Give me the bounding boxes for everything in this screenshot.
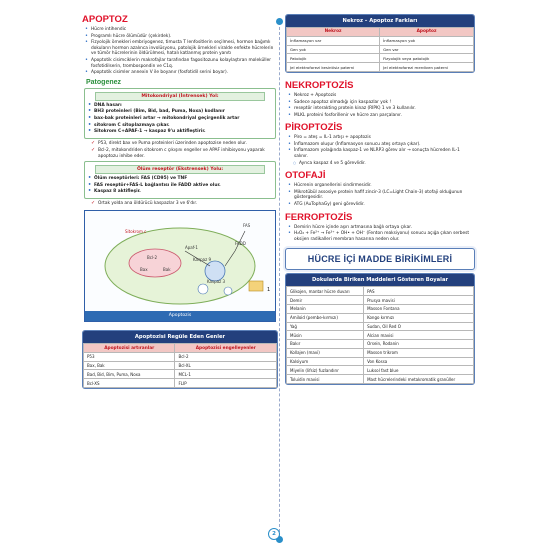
table-row bbox=[287, 331, 474, 340]
table-cell: Bcl-2 bbox=[175, 352, 277, 361]
extrinsic-title: Ölüm reseptör (Ekstrensek) Yolu: bbox=[95, 165, 265, 174]
column-divider bbox=[279, 22, 280, 542]
list-item: • Kaspaz 8 aktifleşir. bbox=[85, 189, 275, 195]
patogenez-title: Patogenez bbox=[86, 78, 122, 86]
table-cell: Melanin bbox=[287, 304, 364, 313]
table-cell: Jel elektroforezi merdiven paterni bbox=[380, 63, 474, 72]
table-row bbox=[84, 379, 277, 388]
table-cell: Bad, Bid, Bim, Puma, Noxa bbox=[84, 370, 175, 379]
list-item: • Fizyolojik örnekleri embriyogenez, timusta T lenfositlerin seçilmesi, hormon bağımlı dokuların hormon azalınca involüsyonu, patolojik örnekleri viralde enfekte hücrelerin ve tümör hücrelerinin öldürülmesi, hatalı katlanmış protein yanıtı bbox=[82, 40, 278, 57]
table-cell: Kalsiyum bbox=[287, 357, 364, 366]
list-item: • Ölüm reseptörleri: FAS (CD95) ve TNF bbox=[85, 176, 275, 182]
list-item: • reseptör interakting protein kinaz (RIPK) 1 ve 3 kullanılır. bbox=[285, 106, 475, 112]
right-column bbox=[285, 14, 475, 385]
table-cell: PAS bbox=[364, 287, 474, 296]
regulator-table-title: Apoptozisi Regüle Eden Genler bbox=[83, 331, 277, 343]
intrinsic-pathway-box bbox=[84, 88, 276, 139]
table-cell: Kongo kırmızı bbox=[364, 313, 474, 322]
table-cell: P53 bbox=[84, 352, 175, 361]
list-item: • MLKL proteini fosforillenir ve hücre zarı parçalanır. bbox=[285, 113, 475, 119]
table-row bbox=[84, 361, 277, 370]
table-row bbox=[287, 375, 474, 384]
table-cell: Toluidin mavisi bbox=[287, 375, 364, 384]
table-header: Apoptoz bbox=[380, 28, 474, 37]
table-row bbox=[287, 348, 474, 357]
regulator-genes-table bbox=[82, 330, 278, 389]
table-cell: Von Kossa bbox=[364, 357, 474, 366]
table-cell: Demir bbox=[287, 296, 364, 305]
table-cell: Miyelin (lifsiz) fuzlandırır bbox=[287, 366, 364, 375]
intrinsic-title: Mitokondriyal (İntrensek) Yol: bbox=[95, 92, 265, 101]
table-cell: Gen yok bbox=[287, 45, 380, 54]
list-item: • Hücrenin organellerini sindirmesidir. bbox=[285, 183, 475, 189]
table-cell: Masson Fontana bbox=[364, 304, 474, 313]
extrinsic-pathway-box bbox=[84, 161, 276, 199]
table-cell: Masson trikrom bbox=[364, 348, 474, 357]
list-item: • Hücre intihendic bbox=[82, 27, 278, 33]
page-number: 2 bbox=[268, 528, 280, 540]
note-bcl2: ✓ Bcl-2, mitokondriden sitokrom c çıkışını engeller ve APAF inhibisyonu yaparak apoptozu inhibe eder. bbox=[82, 148, 278, 159]
note-p53: ✓ P53, direkt bax ve Puma proteinleri üzerinden apoptozise neden olur. bbox=[82, 141, 278, 146]
stains-table bbox=[285, 273, 475, 385]
table-cell: Prusya mavisi bbox=[364, 296, 474, 305]
list-item: • bax-bak proteinleri artar → mitokondriyal geçirgenlik artar bbox=[85, 116, 275, 122]
nekroz-table-title: Nekroz – Apoptoz Farkları bbox=[286, 15, 474, 27]
figure-label: Sitokrom c bbox=[125, 229, 147, 235]
table-cell: Bakır bbox=[287, 340, 364, 349]
apoptoz-title: APOPTOZ bbox=[82, 14, 128, 25]
figure-label: Bak bbox=[163, 267, 171, 273]
table-cell: Müsin bbox=[287, 331, 364, 340]
table-row bbox=[287, 296, 474, 305]
table-row bbox=[287, 304, 474, 313]
section-banner bbox=[285, 248, 475, 270]
apoptoz-bullets bbox=[82, 27, 278, 76]
otofaji-title: OTOFAJİ bbox=[285, 170, 326, 182]
ferroptozis-title: FERROPTOZİS bbox=[285, 211, 353, 223]
nekroptozis-title: NEKROPTOZİS bbox=[285, 79, 354, 91]
table-row bbox=[287, 340, 474, 349]
table-row bbox=[287, 357, 474, 366]
table-row bbox=[287, 313, 474, 322]
table-cell: Sudan, Oil Red O bbox=[364, 322, 474, 331]
figure-label: Kaspaz 9 bbox=[193, 257, 211, 263]
left-column bbox=[82, 14, 278, 389]
list-item: • İnflamazom yolağında kaspaz-1 ve NLRP3 görev alır → sonuçta hücreden IL-1 salınır. bbox=[285, 148, 475, 159]
table-row bbox=[287, 36, 474, 45]
figure-label: Bax bbox=[140, 267, 148, 273]
note-ortak-yol: ✓ Ortak yolda ana öldürücü kaspazlar 3 ve 6'dır. bbox=[82, 201, 278, 206]
apoptosis-figure bbox=[84, 210, 276, 322]
list-item: • Sitokrom C+APAF-1 → kaspaz 9'u aktifleştirir. bbox=[85, 129, 275, 135]
table-cell: Patolojik bbox=[287, 54, 380, 63]
list-item: • Apoptotik cisimler annexin V ile boyanır (fosfotidil serini boyar). bbox=[82, 70, 278, 76]
list-item: • H₂O₂ + Fe²⁺ → Fe³⁺ + OH• + OH⁻ (Fenton reaksiyonu) sonucu açığa çıkan serbest oksijen radikalleri membran hasarına neden olur. bbox=[285, 231, 475, 242]
table-header: Apoptozisi artıranlar bbox=[84, 344, 175, 353]
table-cell: Gen var bbox=[380, 45, 474, 54]
table-cell: Fizyolojik veya patolojik bbox=[380, 54, 474, 63]
table-cell: Alcian mavisi bbox=[364, 331, 474, 340]
table-cell: Yağ bbox=[287, 322, 364, 331]
list-item: ○ Ayrıca kaspaz 4 ve 5 görevlidir. bbox=[285, 161, 475, 167]
list-item: • Programlı hücre ölümüdür (çekirdek). bbox=[82, 34, 278, 40]
nekroz-apoptoz-table bbox=[285, 14, 475, 73]
table-cell: Bcl-XL bbox=[175, 361, 277, 370]
figure-label: FAS bbox=[243, 223, 251, 229]
table-cell: Glikojen, mantar hücre duvarı bbox=[287, 287, 364, 296]
table-cell: FLIP bbox=[175, 379, 277, 388]
list-item: • Sadece apoptoz olmadığı için kaspazlar yok ! bbox=[285, 100, 475, 106]
figure-label: Kaspaz 3 bbox=[207, 279, 225, 285]
table-cell: Kollajen (mavi) bbox=[287, 348, 364, 357]
table-row bbox=[287, 45, 474, 54]
piroptozis-title: PİROPTOZİS bbox=[285, 122, 343, 134]
table-row bbox=[287, 366, 474, 375]
list-item: • sitokrom C sitoplazmaya çıkar. bbox=[85, 123, 275, 129]
table-cell: İnflamasyon var bbox=[287, 36, 380, 45]
table-row bbox=[287, 54, 474, 63]
list-item: • FAS reseptör+FAS-L bağlantısı ile FADD aktive olur. bbox=[85, 183, 275, 189]
table-row bbox=[287, 287, 474, 296]
stains-table-title: Dokularda Biriken Maddeleri Gösteren Boyalar bbox=[286, 274, 474, 286]
list-item: • Mikrotübül assosiye protein hafif zincir-3 (LC=Light Chain-3) otofaji olduğunun göstergesidir. bbox=[285, 190, 475, 201]
list-item: • DNA hasarı bbox=[85, 103, 275, 109]
list-item: • Nekroz + Apoptozis bbox=[285, 93, 475, 99]
table-header: Apoptozisi engelleyenler bbox=[175, 344, 277, 353]
figure-label: FADD bbox=[235, 241, 246, 247]
table-header: Nekroz bbox=[287, 28, 380, 37]
table-row bbox=[84, 370, 277, 379]
table-cell: Orsein, Rodanin bbox=[364, 340, 474, 349]
figure-label: 1 bbox=[267, 287, 271, 294]
list-item: • BH3 proteinleri (Bim, Bid, bad, Puma, Noxa) kodlanır bbox=[85, 109, 275, 115]
list-item: • ATG (AuTophaGy) geni görevlidir. bbox=[285, 202, 475, 208]
table-row bbox=[287, 63, 474, 72]
table-cell: Bcl-XS bbox=[84, 379, 175, 388]
list-item: • Apoptotik cisimciklerin makrofajlar tarafından fagositozunu kolaylaştıran moleküller fosfotidilserin, trombospondin ve C1q. bbox=[82, 58, 278, 69]
table-cell: Bax, Bak bbox=[84, 361, 175, 370]
table-cell: Mast hücrelerindeki metakromatik granüller bbox=[364, 375, 474, 384]
list-item: • İnflamazom oluşur (İnflamasyon sonucu ateş ortaya çıkar). bbox=[285, 142, 475, 148]
list-item: • Piro = ateş = IL-1 artışı + apoptozis bbox=[285, 135, 475, 141]
table-row bbox=[287, 322, 474, 331]
figure-label: Bcl-2 bbox=[147, 255, 158, 261]
table-cell: Amiloid (pembe-kırmızı) bbox=[287, 313, 364, 322]
apoptosis-diagram bbox=[85, 211, 277, 311]
figure-label: Apaf-1 bbox=[185, 245, 198, 251]
table-cell: MCL-1 bbox=[175, 370, 277, 379]
table-row bbox=[84, 352, 277, 361]
list-item: • Demirin hücre içinde aşırı artmasına bağlı ortaya çıkar. bbox=[285, 225, 475, 231]
table-cell: İnflamasyon yok bbox=[380, 36, 474, 45]
table-cell: Luksol fast blue bbox=[364, 366, 474, 375]
birikimler-section-title: HÜCRE İÇİ MADDE BİRİKİMLERİ bbox=[307, 254, 453, 265]
figure-caption: Apoptozis bbox=[85, 311, 275, 321]
table-cell: Jel elektroforezi kesintisiz paterni bbox=[287, 63, 380, 72]
